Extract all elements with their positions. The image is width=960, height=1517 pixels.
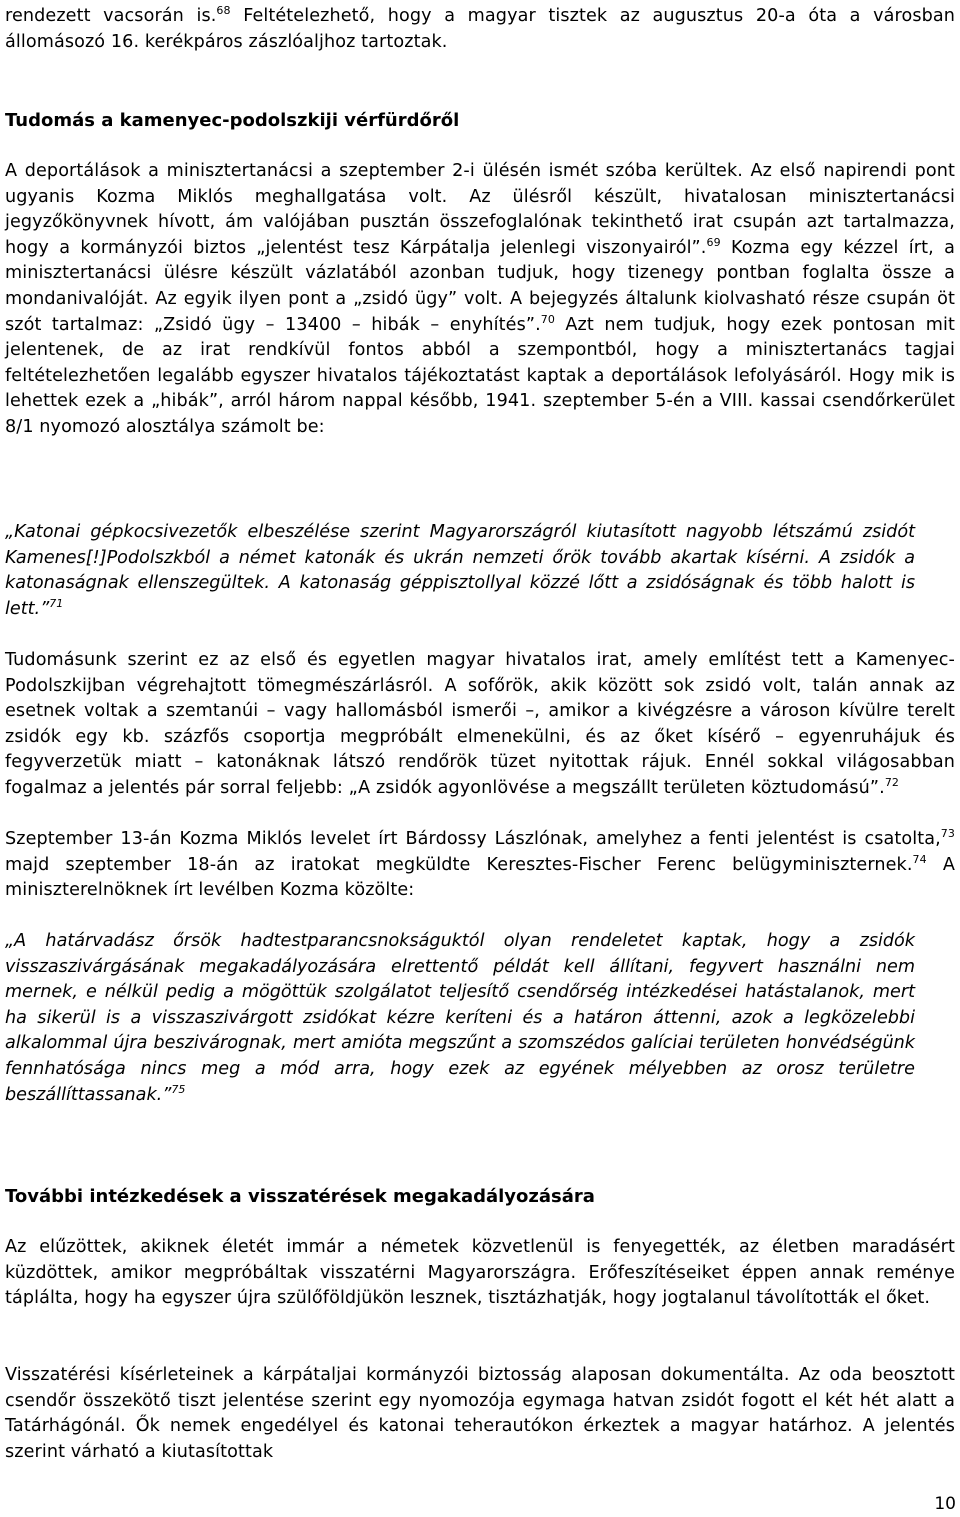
- text-run: Azt nem tudjuk, hogy ezek pontosan mit jelentenek, de az irat rendkívül fontos abból a szempontból, hogy a minisztertanács tagjai feltételezhetően legalább egyszer hivatalos tájékoztatást kaptak a deportálások lefolyásáról. Hogy mik is lehettek ezek a „hibák”, arról három nappal később, 1941. szeptember 5-én a VIII. kassai csendőrkerület 8/1 nyomozó alosztálya számolt be:: [5, 314, 956, 437]
- body-paragraph: [5, 827, 955, 904]
- text-run: rendezett vacsorán is.: [5, 6, 217, 26]
- footnote-ref: 71: [49, 596, 64, 610]
- text-run: A deportálások a minisztertanácsi a szeptember 2-i ülésén ismét szóba kerültek. Az első napirendi pont ugyanis Kozma Miklós meghallgatása volt. Az ülésről készült, hivatalosan minisztertanácsi jegyzőkönyvnek hívott, ám valójában pusztán összefoglalónak tekinthető irat csupán azt tartalmazza, hogy a kormányzói biztos „jelentést tesz Kárpátalja jelenlegi viszonyairól”.: [5, 161, 955, 258]
- footnote-ref: 70: [540, 312, 555, 326]
- footnote-ref: 73: [940, 827, 955, 840]
- body-paragraph: [5, 648, 955, 802]
- page-number: 10: [934, 1494, 956, 1514]
- footnote-ref: 75: [171, 1082, 186, 1096]
- text-run: Szeptember 13-án Kozma Miklós levelet írt Bárdossy Lászlónak, amelyhez a fenti jelentést is csatolta,: [5, 829, 941, 849]
- footnote-ref: 74: [912, 852, 927, 866]
- text-run: Kozma egy kézzel írt, a minisztertanácsi ülésre készült vázlatából azonban tudjuk, hogy tizenegy pontban foglalta össze a mondanivalóját. Az egyik ilyen pont a „zsidó ügy” volt. A bejegyzés általunk kiolvasható része csupán öt szót tartalmaz: „Zsidó ügy – 13400 – hibák – enyhítés”.: [5, 237, 955, 335]
- body-paragraph: [5, 1363, 955, 1465]
- text-run: A miniszterelnöknek írt levélben Kozma közölte:: [5, 854, 955, 901]
- text-run: „Katonai gépkocsivezetők elbeszélése szerint Magyarországról kiutasított nagyobb létszámú zsidót Kamenes[!]Podolszkból a német katonák és ukrán nemzeti őrök tovább akartak kísérni. A zsidók a katonaságnak ellenszegültek. A katonaság géppisztollyal közzé lőtt a zsidóságnak és több halott is lett.”: [5, 522, 915, 619]
- section-heading: További intézkedések a visszatérések megakadályozására: [5, 1186, 595, 1207]
- block-quote: [5, 520, 915, 622]
- text-run: „A határvadász őrsök hadtestparancsnokságuktól olyan rendeletet kaptak, hogy a zsidók visszaszivárgásának megakadályozására elrettentő példát kell állítani, fegyvert használni nem mernek, e nélkül pedig a mögöttük szolgálatot teljesítő csendőrség intézkedései hatástalanok, mert ha sikerül is a visszaszivárgott zsidókat kézre keríteni és a határon áttenni, azok a legközelebbi alkalommal újra beszivárognak, mert amióta megszűnt a szomszédos galíciai területen honvédségünk fennhatósága nincs meg a mód arra, hogy ezek az egyének mélyebben az orosz területre beszállíttassanak.”: [5, 931, 915, 1105]
- footnote-ref: 68: [216, 4, 231, 17]
- block-quote: [5, 929, 915, 1108]
- footnote-ref: 69: [706, 235, 721, 249]
- text-run: Az elűzöttek, akiknek életét immár a németek közvetlenül is fenyegették, az életben maradásért küzdöttek, amikor megpróbáltak visszatérni Magyarországra. Erőfeszítéseiket éppen annak reménye táplálta, hogy ha egyszer újra szülőföldjükön lesznek, tisztázhatják, hogy jogtalanul távolították el őket.: [5, 1237, 955, 1309]
- text-run: Feltételezhető, hogy a magyar tisztek az augusztus 20-a óta a városban állomásozó 16. kerékpáros zászlóaljhoz tartoztak.: [5, 6, 955, 52]
- body-paragraph: [5, 1235, 955, 1312]
- text-run: Visszatérési kísérleteinek a kárpátaljai kormányzói biztosság alaposan dokumentálta. Az oda beosztott csendőr összekötő tiszt jelentése szerint egy nyomozója egymaga hatvan zsidót fogott el két hét alatt a Tatárhágónál. Ők nemek engedélyel és katonai teherautókon érkeztek a magyar határhoz. A jelentés szerint várható a kiutasítottak: [5, 1365, 955, 1462]
- section-heading: Tudomás a kamenyec-podolszkiji vérfürdőről: [5, 110, 460, 131]
- body-paragraph: [5, 4, 955, 55]
- text-run: Tudomásunk szerint ez az első és egyetlen magyar hivatalos irat, amely említést tett a Kamenyec-Podolszkijban végrehajtott tömegmészárlásról. A sofőrök, akik között sok zsidó volt, talán annak az esetnek voltak a szemtanúi – vagy hallomásból ismerői –, amikor a kivégzésre a városon kívülre terelt zsidók egy kb. százfős csoportja megpróbált elmenekülni, és az őket kísérő – egyenruhájuk és fegyverzetük miatt – katonáknak látszó rendőrök tüzet nyitottak rájuk. Ennél sokkal világosabban fogalmaz a jelentés pár sorral feljebb: „A zsidók agyonlövése a megszállt területen köztudomású”.: [5, 650, 955, 798]
- text-run: majd szeptember 18-án az iratokat megküldte Keresztes-Fischer Ferenc belügyminiszternek.: [5, 854, 913, 875]
- body-paragraph: [5, 159, 955, 441]
- footnote-ref: 72: [884, 775, 900, 789]
